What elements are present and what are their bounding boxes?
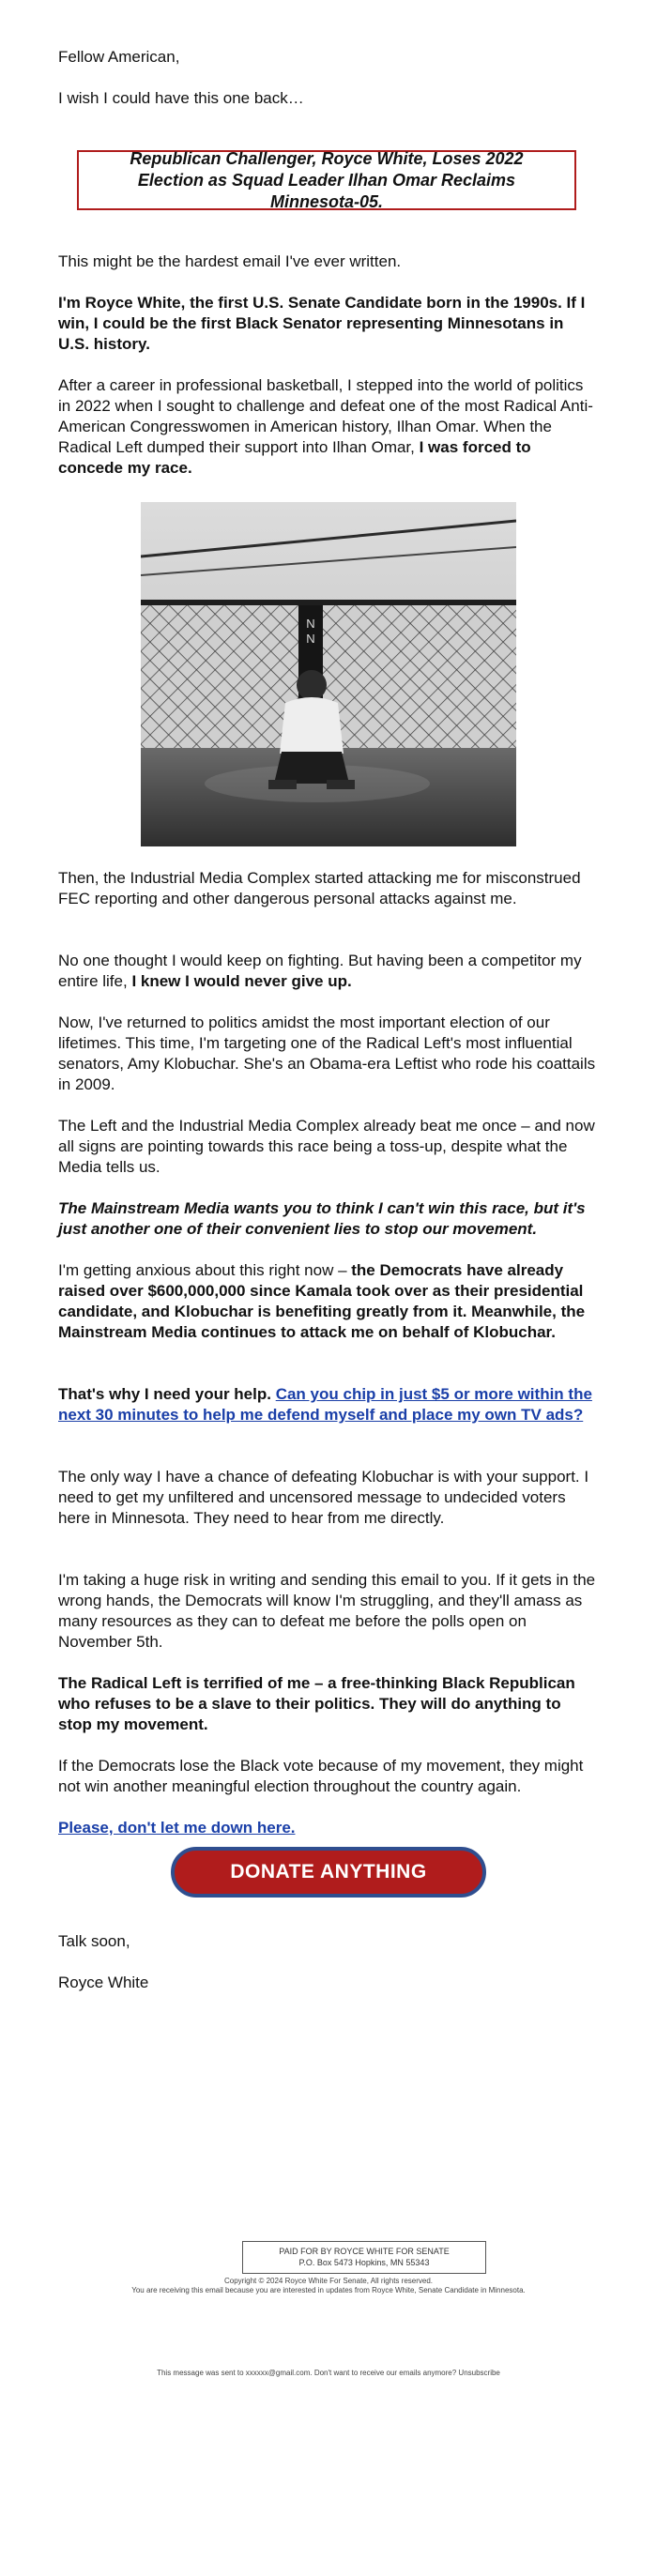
receiving-reason-line: You are receiving this email because you are interested in updates from Royce White, Senate Candidate in Minnesota. bbox=[131, 2286, 526, 2294]
paid-for-line: PAID FOR BY ROYCE WHITE FOR SENATE bbox=[279, 2247, 450, 2256]
paragraph-6: Now, I've returned to politics amidst the most important election of our lifetimes. This time, I'm targeting one of the Radical Left's most influential senators, Amy Klobuchar. She's an Obama-era Leftist who rode his coattails in 2009. bbox=[58, 1014, 596, 1093]
greeting: Fellow American, bbox=[58, 48, 180, 66]
headline-box bbox=[77, 150, 576, 210]
paragraph-9-text: I'm getting anxious about this right now – bbox=[58, 1261, 352, 1279]
paragraph-4: Then, the Industrial Media Complex started attacking me for misconstrued FEC reporting and other dangerous personal attacks against me. bbox=[58, 869, 581, 907]
paragraph-14: If the Democrats lose the Black vote because of my movement, they might not win another meaningful election throughout the country again. bbox=[58, 1757, 584, 1795]
paragraph-1: This might be the hardest email I've ever written. bbox=[58, 252, 402, 270]
paragraph-5 bbox=[58, 951, 599, 992]
paragraph-13: The Radical Left is terrified of me – a free-thinking Black Republican who refuses to be a slave to their politics. They will do anything to stop my movement. bbox=[58, 1674, 575, 1733]
paragraph-7: The Left and the Industrial Media Complex already beat me once – and now all signs are pointing towards this race being a toss-up, despite what the Media tells us. bbox=[58, 1117, 595, 1176]
signature: Royce White bbox=[58, 1974, 149, 1991]
po-box-line: P.O. Box 5473 Hopkins, MN 55343 bbox=[298, 2258, 430, 2267]
donate-link-chip-in[interactable]: Can you chip in just $5 or more within the next 30 minutes to help me defend myself and place my own TV ads? bbox=[58, 1385, 592, 1424]
svg-text:N: N bbox=[306, 617, 315, 631]
paragraph-9-bold: the Democrats have already raised over $600,000,000 since Kamala took over as their presidential candidate, and Klobuchar is benefiting greatly from it. Meanwhile, the Mainstream Media continues to attack me on behalf of Klobuchar. bbox=[58, 1261, 586, 1341]
paid-for-box bbox=[242, 2241, 486, 2274]
svg-text:N: N bbox=[306, 632, 315, 646]
candidate-photo bbox=[141, 502, 516, 846]
paragraph-5-bold: I knew I would never give up. bbox=[131, 972, 352, 990]
paragraph-15 bbox=[58, 1818, 599, 1838]
paragraph-3-bold: I was forced to concede my race. bbox=[58, 438, 531, 477]
paragraph-3 bbox=[58, 375, 599, 479]
donate-link-dont-let-me-down[interactable]: Please, don't let me down here. bbox=[58, 1819, 296, 1837]
copyright-line: Copyright © 2024 Royce White For Senate, All rights reserved. bbox=[224, 2277, 433, 2285]
paragraph-3-text: After a career in professional basketball, I stepped into the world of politics in 2022 when I sought to challenge and defeat one of the most Radical Anti-American Congresswomen in American history, Ilhan Omar. When the Radical Left dumped their support into Ilhan Omar, bbox=[58, 376, 593, 456]
photo-illustration bbox=[141, 502, 516, 846]
donate-button[interactable]: DONATE ANYTHING bbox=[171, 1847, 486, 1898]
paragraph-5-text: No one thought I would keep on fighting. But having been a competitor my entire life, bbox=[58, 952, 582, 990]
paragraph-8: The Mainstream Media wants you to think I can't win this race, but it's just another one of their convenient lies to stop our movement. bbox=[58, 1199, 586, 1238]
paragraph-9 bbox=[58, 1260, 599, 1343]
paragraph-10 bbox=[58, 1384, 599, 1425]
paragraph-12: I'm taking a huge risk in writing and sending this email to you. If it gets in the wrong hands, the Democrats will know I'm struggling, and they'll amass as many resources as they can to defeat me before the polls open on November 5th. bbox=[58, 1571, 596, 1651]
unsubscribe-line[interactable]: This message was sent to xxxxxx@gmail.com. Don't want to receive our emails anymore? Unsubscribe bbox=[157, 2369, 500, 2377]
paragraph-11: The only way I have a chance of defeating Klobuchar is with your support. I need to get my unfiltered and uncensored message to undecided voters here in Minnesota. They need to hear from me directly. bbox=[58, 1468, 589, 1527]
intro-line: I wish I could have this one back… bbox=[58, 89, 304, 107]
paragraph-10-bold: That's why I need your help. bbox=[58, 1385, 271, 1403]
headline-text: Republican Challenger, Royce White, Loses 2022 Election as Squad Leader Ilhan Omar Reclaims Minnesota-05. bbox=[130, 148, 524, 211]
signoff: Talk soon, bbox=[58, 1932, 130, 1950]
paragraph-2: I'm Royce White, the first U.S. Senate Candidate born in the 1990s. If I win, I could be the first Black Senator representing Minnesotans in U.S. history. bbox=[58, 294, 586, 353]
